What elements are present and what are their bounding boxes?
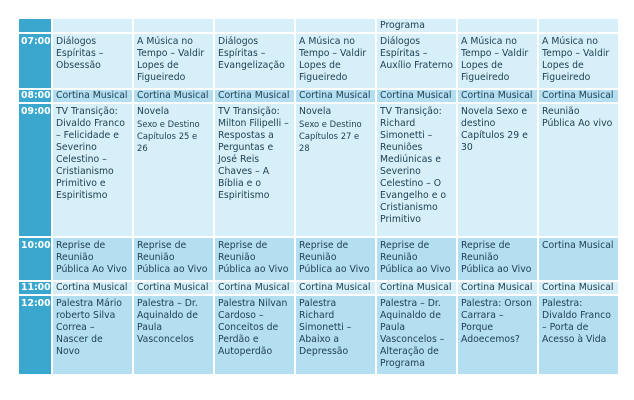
row-top: [19, 19, 618, 32]
program-cell: A Música no Tempo – Valdir Lopes de Figueiredo: [296, 34, 375, 88]
program-cell: Cortina Musical: [134, 282, 213, 294]
cell: [539, 19, 618, 32]
cell: [53, 19, 132, 32]
program-cell: Reprise de Reunião Pública ao Vivo: [296, 238, 375, 280]
program-cell: A Música no Tempo – Valdir Lopes de Figueiredo: [458, 34, 537, 88]
row-0900: [19, 104, 618, 236]
program-cell: Reunião Pública Ao vivo: [539, 104, 618, 236]
novela-subtitle: Sexo e Destino: [137, 119, 200, 129]
time-label: 08:00: [21, 90, 51, 101]
program-cell: Cortina Musical: [458, 90, 537, 102]
program-cell: Palestra Richard Simonetti – Abaixo a Depressão: [296, 296, 375, 374]
program-cell: Reprise de Reunião Pública ao Vivo: [134, 238, 213, 280]
novela-chapters: Capítulos 25 e 26: [137, 131, 198, 153]
time-cell-top: [19, 19, 51, 32]
program-cell: Cortina Musical: [377, 282, 456, 294]
program-cell: Reprise de Reunião Pública ao Vivo: [377, 238, 456, 280]
time-label: 07:00: [19, 34, 51, 88]
program-cell: Cortina Musical: [296, 282, 375, 294]
time-label: 10:00: [19, 238, 51, 280]
program-cell: Cortina Musical: [134, 90, 213, 102]
program-cell: Cortina Musical: [215, 90, 294, 102]
program-cell: Cortina Musical: [296, 90, 375, 102]
time-label: 09:00: [19, 104, 51, 236]
program-cell: TV Transição: Divaldo Franco – Felicidade e Severino Celestino – Cristianismo Primitivo e Espiritismo: [53, 104, 132, 236]
program-cell: Reprise de Reunião Pública ao Vivo: [458, 238, 537, 280]
program-cell: Cortina Musical: [539, 282, 618, 294]
row-0700: [19, 34, 618, 88]
program-cell: Cortina Musical: [458, 282, 537, 294]
novela-title: Novela: [299, 106, 332, 117]
row-1000: [19, 238, 618, 280]
program-cell: Diálogos Espíritas – Evangelização: [215, 34, 294, 88]
program-cell: TV Transição: Richard Simonetti – Reuniões Mediúnicas e Severino Celestino – O Evangelho e o Cristianismo Primitivo: [377, 104, 456, 236]
program-cell: Reprise de Reunião Pública ao Vivo: [215, 238, 294, 280]
novela-title: Novela: [137, 106, 170, 117]
time-label: 11:00: [21, 282, 51, 293]
program-cell: Cortina Musical: [539, 90, 618, 102]
program-cell: Cortina Musical: [53, 90, 132, 102]
program-cell: Palestra: Divaldo Franco – Porta de Acesso à Vida: [539, 296, 618, 374]
program-cell: [296, 104, 375, 236]
program-cell: TV Transição: Milton Filipelli – Respostas a Perguntas e José Reis Chaves – A Bíblia e o Espiritismo: [215, 104, 294, 236]
program-cell: Palestra – Dr. Aquinaldo de Paula Vasconcelos: [134, 296, 213, 374]
program-cell: Cortina Musical: [215, 282, 294, 294]
novela-subtitle: Sexo e Destino: [299, 119, 362, 129]
program-cell: [134, 104, 213, 236]
program-cell: Palestra: Orson Carrara – Porque Adoecemos?: [458, 296, 537, 374]
program-cell: Diálogos Espíritas – Obsessão: [53, 34, 132, 88]
cell: Programa: [377, 19, 456, 32]
row-1100: [19, 282, 618, 294]
program-cell: Novela Sexo e destino Capítulos 29 e 30: [458, 104, 537, 236]
program-cell: Reprise de Reunião Pública Ao Vivo: [53, 238, 132, 280]
cell: [134, 19, 213, 32]
cell: [458, 19, 537, 32]
program-cell: Palestra Nilvan Cardoso – Conceitos de Perdão e Autoperdão: [215, 296, 294, 374]
program-cell: A Música no Tempo – Valdir Lopes de Figueiredo: [539, 34, 618, 88]
novela-chapters: Capítulos 27 e 28: [299, 131, 360, 153]
cell: [296, 19, 375, 32]
program-cell: Cortina Musical: [539, 238, 618, 280]
time-label: 12:00: [19, 296, 51, 374]
program-cell: Palestra – Dr. Aquinaldo de Paula Vasconcelos – Alteração de Programa: [377, 296, 456, 374]
program-cell: Palestra Mário roberto Silva Correa – Nascer de Novo: [53, 296, 132, 374]
program-cell: A Música no Tempo – Valdir Lopes de Figueiredo: [134, 34, 213, 88]
cell: [215, 19, 294, 32]
program-cell: Cortina Musical: [377, 90, 456, 102]
row-0800: [19, 90, 618, 102]
program-cell: Diálogos Espíritas – Auxílio Fraterno: [377, 34, 456, 88]
program-cell: Cortina Musical: [53, 282, 132, 294]
schedule-table: [17, 17, 620, 376]
row-1200: [19, 296, 618, 374]
